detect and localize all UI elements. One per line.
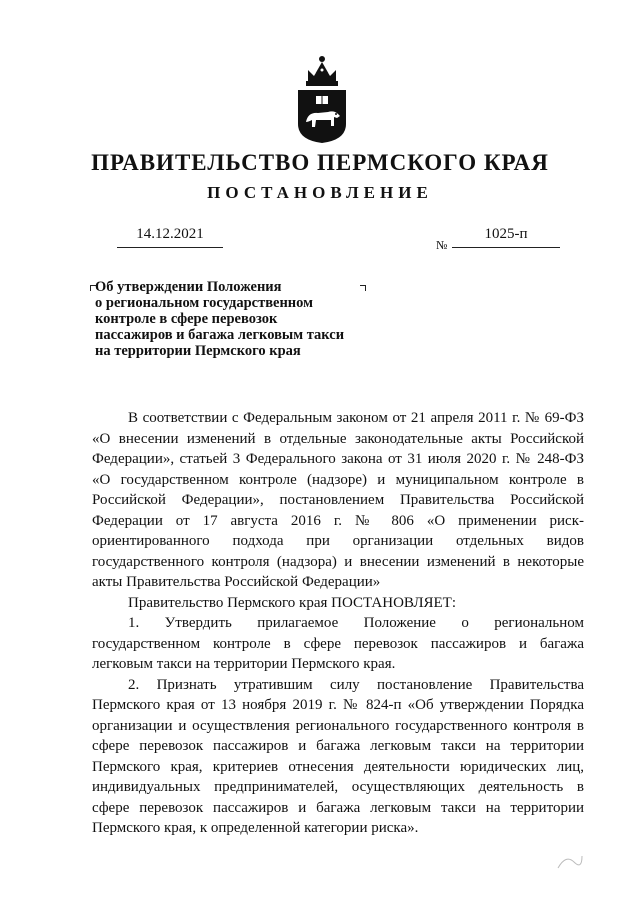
subject-line: о региональном государственном bbox=[95, 295, 314, 311]
resolves-paragraph: Правительство Пермского края ПОСТАНОВЛЯЕТ: bbox=[128, 594, 457, 611]
number-underline bbox=[452, 247, 560, 248]
document-number: 1025-п bbox=[484, 226, 528, 242]
item-2-paragraph: 2. Признать утратившим силу постановление Правительства Пермского края от 13 ноября 2019 г. № 824-п «Об утверждении Порядка организации и осуществления регионального государственного контроля в сфере перевозок пассажиров и багажа легковым такси на территории Пермского края, критериев отнесения деятельности юридических лиц, индивидуальных предпринимателей, осуществляющих деятельность в сфере перевозок пассажиров и багажа легковым такси на территории Пермского края, к определенной категории риска». bbox=[92, 676, 584, 836]
number-sign: № bbox=[436, 238, 448, 252]
subject-line: пассажиров и багажа легковым такси bbox=[95, 327, 345, 343]
preamble-paragraph: В соответствии с Федеральным законом от 21 апреля 2011 г. № 69-ФЗ «О внесении изменений в отдельные законодательные акты Российской Федерации», статьей 3 Федерального закона от 31 июля 2020 г. № 248-ФЗ «О государственном контроле (надзоре) и муниципальном контроле в Российской Федерации», постановлением Правительства Российской Федерации от 17 августа 2016 г. № 806 «О применении риск-ориентированного подхода при организации отдельных видов государственного контроля (надзора) и внесении изменений в некоторые акты Правительства Российской Федерации» bbox=[92, 410, 584, 590]
government-title: ПРАВИТЕЛЬСТВО ПЕРМСКОГО КРАЯ bbox=[91, 150, 549, 175]
document-date: 14.12.2021 bbox=[136, 226, 204, 242]
date-underline bbox=[117, 247, 223, 248]
perm-krai-coat-of-arms-icon bbox=[294, 52, 350, 144]
subject-line: контроле в сфере перевозок bbox=[95, 311, 278, 327]
document-subject bbox=[95, 279, 375, 359]
item-1-paragraph: 1. Утвердить прилагаемое Положение о региональном государственном контроле в сфере перевозок пассажиров и багажа легковым такси на территории Пермского края. bbox=[92, 615, 584, 672]
document-body bbox=[92, 408, 584, 839]
document-type: ПОСТАНОВЛЕНИЕ bbox=[207, 183, 433, 202]
scan-mark-icon bbox=[556, 852, 584, 872]
subject-line: Об утверждении Положения bbox=[95, 279, 282, 295]
subject-line: на территории Пермского края bbox=[95, 343, 301, 359]
